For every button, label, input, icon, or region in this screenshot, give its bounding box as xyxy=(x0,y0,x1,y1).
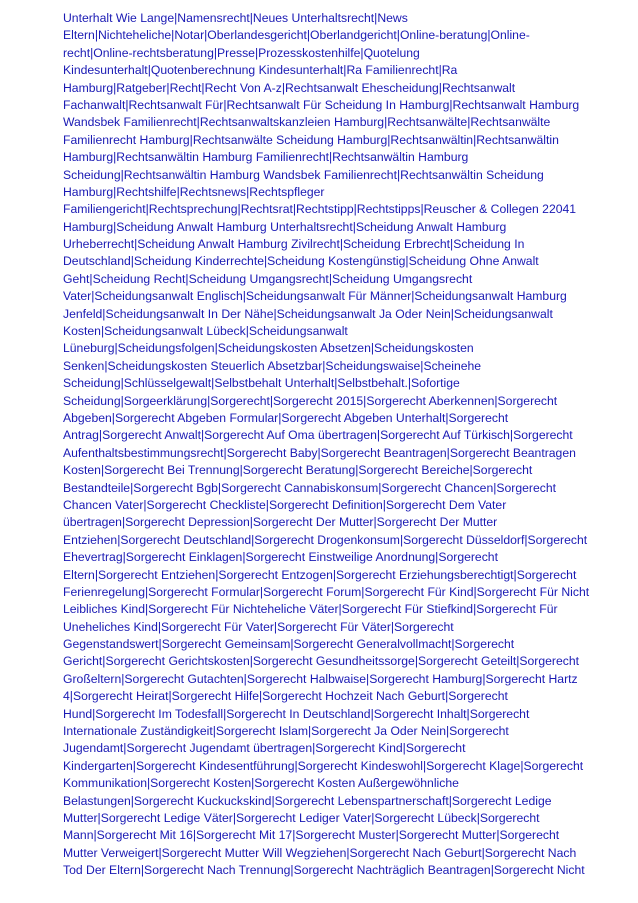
tag-link-line[interactable]: Kosten|Scheidungsanwalt Lübeck|Scheidungsanwalt xyxy=(63,324,348,339)
tag-link-line[interactable]: Mutter Verweigert|Sorgerecht Mutter Will Wegziehen|Sorgerecht Nach Geburt|Sorgerecht Nach xyxy=(63,845,577,860)
tag-link-line[interactable]: Mann|Sorgerecht Mit 16|Sorgerecht Mit 17|Sorgerecht Muster|Sorgerecht Mutter|Sorgerecht xyxy=(63,828,560,843)
tag-link-line[interactable]: Ehevertrag|Sorgerecht Einklagen|Sorgerecht Einstweilige Anordnung|Sorgerecht xyxy=(63,550,498,565)
tag-link-line[interactable]: Scheidung|Rechtsanwältin Hamburg Wandsbek Familienrecht|Rechtsanwältin Scheidung xyxy=(63,167,544,182)
tag-link-line[interactable]: Jugendamt|Sorgerecht Jugendamt übertragen|Sorgerecht Kind|Sorgerecht xyxy=(63,741,466,756)
tag-link-line[interactable]: Tod Der Eltern|Sorgerecht Nach Trennung|Sorgerecht Nachträglich Beantragen|Sorgerecht Nicht xyxy=(63,863,585,878)
tag-link-line[interactable]: Hund|Sorgerecht Im Todesfall|Sorgerecht In Deutschland|Sorgerecht Inhalt|Sorgerecht xyxy=(63,706,530,721)
tag-link-line[interactable]: Kosten|Sorgerecht Bei Trennung|Sorgerecht Beratung|Sorgerecht Bereiche|Sorgerecht xyxy=(63,463,533,478)
tag-link-line[interactable]: Ferienregelung|Sorgerecht Formular|Sorgerecht Forum|Sorgerecht Für Kind|Sorgerecht Für Nicht xyxy=(63,584,590,599)
tag-link-line[interactable]: Hamburg|Ratgeber|Recht|Recht Von A-z|Rechtsanwalt Ehescheidung|Rechtsanwalt xyxy=(63,80,516,95)
tag-link-line[interactable]: Leibliches Kind|Sorgerecht Für Nichteheliche Väter|Sorgerecht Für Stiefkind|Sorgerecht Für xyxy=(63,602,558,617)
tag-link-line[interactable]: 4|Sorgerecht Heirat|Sorgerecht Hilfe|Sorgerecht Hochzeit Nach Geburt|Sorgerecht xyxy=(63,689,508,704)
tag-link-line[interactable]: Mutter|Sorgerecht Ledige Väter|Sorgerecht Lediger Vater|Sorgerecht Lübeck|Sorgerecht xyxy=(63,810,540,825)
tag-link-line[interactable]: Uneheliches Kind|Sorgerecht Für Vater|Sorgerecht Für Väter|Sorgerecht xyxy=(63,619,454,634)
tag-link-line[interactable]: Gegenstandswert|Sorgerecht Gemeinsam|Sorgerecht Generalvollmacht|Sorgerecht xyxy=(63,637,515,652)
tag-link-line[interactable]: Kindesunterhalt|Quotenberechnung Kindesunterhalt|Ra Familienrecht|Ra xyxy=(63,63,458,78)
tag-link-line[interactable]: Senken|Scheidungskosten Steuerlich Absetzbar|Scheidungswaise|Scheinehe xyxy=(63,358,482,373)
tag-link-line[interactable]: Kommunikation|Sorgerecht Kosten|Sorgerecht Kosten Außergewöhnliche xyxy=(63,776,459,791)
tag-link-line[interactable]: Bestandteile|Sorgerecht Bgb|Sorgerecht Cannabiskonsum|Sorgerecht Chancen|Sorgerecht xyxy=(63,480,557,495)
tag-link-line[interactable]: Urheberrecht|Scheidung Anwalt Hamburg Zivilrecht|Scheidung Erbrecht|Scheidung In xyxy=(63,237,525,252)
tag-link-line[interactable]: Antrag|Sorgerecht Anwalt|Sorgerecht Auf Oma übertragen|Sorgerecht Auf Türkisch|Sorgerecht xyxy=(63,428,573,443)
tag-link-line[interactable]: Eltern|Sorgerecht Entziehen|Sorgerecht Entzogen|Sorgerecht Erziehungsberechtigt|Sorgerecht xyxy=(63,567,577,582)
tag-link-line[interactable]: Eltern|Nichteheliche|Notar|Oberlandesgericht|Oberlandgericht|Online-beratung|Online- xyxy=(63,28,530,43)
tag-link-line[interactable]: Scheidung|Schlüsselgewalt|Selbstbehalt Unterhalt|Selbstbehalt.|Sofortige xyxy=(63,376,460,391)
tag-link-line[interactable]: Vater|Scheidungsanwalt Englisch|Scheidungsanwalt Für Männer|Scheidungsanwalt Hamburg xyxy=(63,289,567,304)
tag-link-line[interactable]: Deutschland|Scheidung Kinderrechte|Scheidung Kostengünstig|Scheidung Ohne Anwalt xyxy=(63,254,539,269)
tag-link-line[interactable]: Hamburg|Rechtsanwältin Hamburg Familienrecht|Rechtsanwältin Hamburg xyxy=(63,150,469,165)
tag-link-line[interactable]: Familiengericht|Rechtsprechung|Rechtsrat|Rechtstipp|Rechtstipps|Reuscher & Collegen 22041 xyxy=(63,202,577,217)
tag-link-line[interactable]: Scheidung|Sorgeerklärung|Sorgerecht|Sorgerecht 2015|Sorgerecht Aberkennen|Sorgerecht xyxy=(63,393,558,408)
tag-link-line[interactable]: Hamburg|Scheidung Anwalt Hamburg Unterhaltsrecht|Scheidung Anwalt Hamburg xyxy=(63,219,507,234)
tag-link-line[interactable]: Jenfeld|Scheidungsanwalt In Der Nähe|Scheidungsanwalt Ja Oder Nein|Scheidungsanwalt xyxy=(63,306,553,321)
tag-link-line[interactable]: Belastungen|Sorgerecht Kuckuckskind|Sorgerecht Lebenspartnerschaft|Sorgerecht Ledige xyxy=(63,793,552,808)
tag-link-line[interactable]: Abgeben|Sorgerecht Abgeben Formular|Sorgerecht Abgeben Unterhalt|Sorgerecht xyxy=(63,410,509,425)
tag-link-line[interactable]: Aufenthaltsbestimmungsrecht|Sorgerecht Baby|Sorgerecht Beantragen|Sorgerecht Beantragen xyxy=(63,445,576,460)
tag-link-line[interactable]: Gericht|Sorgerecht Gerichtskosten|Sorgerecht Gesundheitssorge|Sorgerecht Geteilt|Sorgerecht xyxy=(63,654,579,669)
tag-link-line[interactable]: Internationale Zuständigkeit|Sorgerecht Islam|Sorgerecht Ja Oder Nein|Sorgerecht xyxy=(63,724,509,739)
tag-link-line[interactable]: Wandsbek Familienrecht|Rechtsanwaltskanzleien Hamburg|Rechtsanwälte|Rechtsanwälte xyxy=(63,115,551,130)
tag-link-line[interactable]: Lüneburg|Scheidungsfolgen|Scheidungskosten Absetzen|Scheidungskosten xyxy=(63,341,474,356)
tag-link-line[interactable]: übertragen|Sorgerecht Depression|Sorgerecht Der Mutter|Sorgerecht Der Mutter xyxy=(63,515,498,530)
tag-link-list xyxy=(63,10,609,880)
tag-link-line[interactable]: Chancen Vater|Sorgerecht Checkliste|Sorgerecht Definition|Sorgerecht Dem Vater xyxy=(63,497,507,512)
tag-link-line[interactable]: Kindergarten|Sorgerecht Kindesentführung|Sorgerecht Kindeswohl|Sorgerecht Klage|Sorgerecht xyxy=(63,758,584,773)
tag-link-line[interactable]: Geht|Scheidung Recht|Scheidung Umgangsrecht|Scheidung Umgangsrecht xyxy=(63,271,473,286)
tag-link-line[interactable]: Großeltern|Sorgerecht Gutachten|Sorgerecht Halbwaise|Sorgerecht Hamburg|Sorgerecht Hartz xyxy=(63,671,578,686)
tag-link-line[interactable]: Familienrecht Hamburg|Rechtsanwälte Scheidung Hamburg|Rechtsanwältin|Rechtsanwältin xyxy=(63,132,559,147)
tag-link-line[interactable]: recht|Online-rechtsberatung|Presse|Prozesskostenhilfe|Quotelung xyxy=(63,45,420,60)
tag-link-line[interactable]: Unterhalt Wie Lange|Namensrecht|Neues Unterhaltsrecht|News xyxy=(63,11,408,25)
tag-link-line[interactable]: Entziehen|Sorgerecht Deutschland|Sorgerecht Drogenkonsum|Sorgerecht Düsseldorf|Sorgerecht xyxy=(63,532,588,547)
tag-link-line[interactable]: Fachanwalt|Rechtsanwalt Für|Rechtsanwalt Für Scheidung In Hamburg|Rechtsanwalt Hamburg xyxy=(63,97,580,112)
tag-link-line[interactable]: Hamburg|Rechtshilfe|Rechtsnews|Rechtspfleger xyxy=(63,184,325,199)
